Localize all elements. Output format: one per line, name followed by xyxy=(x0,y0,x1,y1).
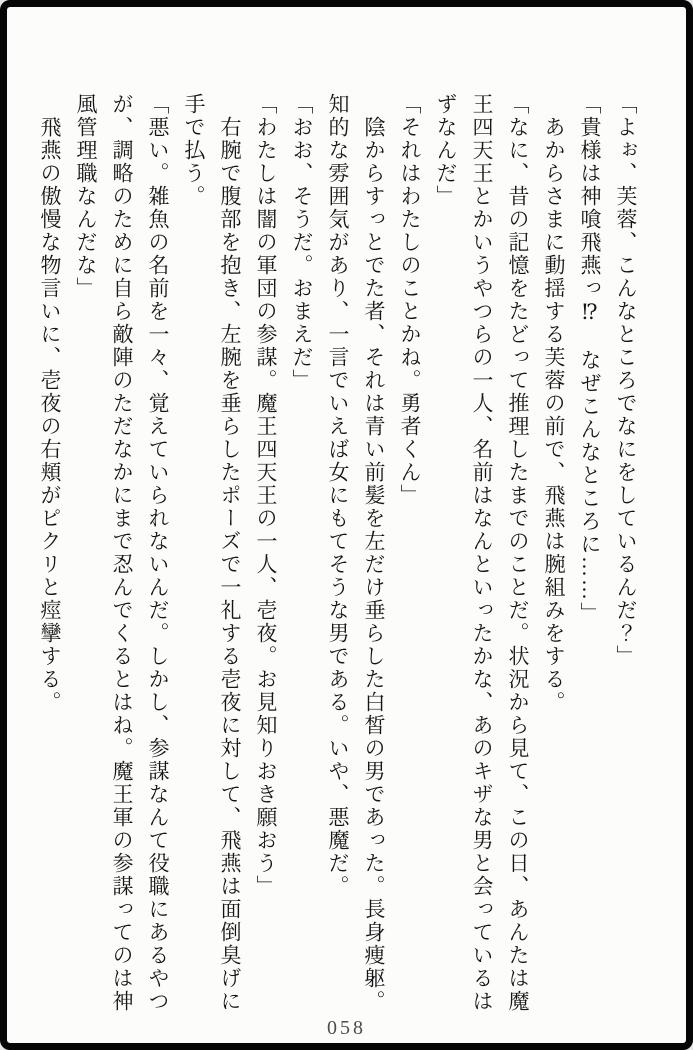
text-column: 「悪い。雑魚の名前を一々、覚えていられないんだ。しかし、参謀なんて役職にあるやつ xyxy=(146,93,170,1013)
text-column: 「なに、昔の記憶をたどって推理したまでのことだ。状況から見て、この日、あんたは魔 xyxy=(506,93,530,1013)
text-column: 「わたしは闇の軍団の参謀。魔王四天王の一人、壱夜。お見知りおき願おう」 xyxy=(254,93,278,898)
page-number: 058 xyxy=(327,1017,366,1039)
text-column: ずなんだ」 xyxy=(434,93,458,208)
text-column: が、調略のために自ら敵陣のただなかにまで忍んでくるとはね。魔王軍の参謀ってのは神 xyxy=(110,93,134,1013)
text-column: 「おお、そうだ。おまえだ」 xyxy=(290,93,314,392)
text-column: 手で払う。 xyxy=(182,93,206,208)
text-column: 陰からすっとでた者、それは青い前髪を左だけ垂らした白皙の男であった。長身痩躯。 xyxy=(362,93,386,1013)
text-column: あからさまに動揺する芙蓉の前で、飛燕は腕組みをする。 xyxy=(542,93,566,714)
text-column: 風管理職なんだな」 xyxy=(74,93,98,300)
text-column: 「それはわたしのことかね。勇者くん」 xyxy=(398,93,422,507)
vertical-text-block xyxy=(32,93,644,1043)
text-column: 右腕で腹部を抱き、左腕を垂らしたポーズで一礼する壱夜に対して、飛燕は面倒臭げに xyxy=(218,93,242,1013)
text-column: 王四天王とかいうやつらの一人、名前はなんといったかな、あのキザな男と会っているは xyxy=(470,93,494,1013)
text-column: 「貴様は神喰飛燕っ⁉ なぜこんなところに……」 xyxy=(578,93,602,625)
text-column: 「よぉ、芙蓉、こんなところでなにをしているんだ？」 xyxy=(614,93,638,668)
text-column: 飛燕の傲慢な物言いに、壱夜の右頬がピクリと痙攣する。 xyxy=(38,93,62,714)
text-column: 知的な雰囲気があり、一言でいえば女にもてそうな男である。いや、悪魔だ。 xyxy=(326,93,350,898)
